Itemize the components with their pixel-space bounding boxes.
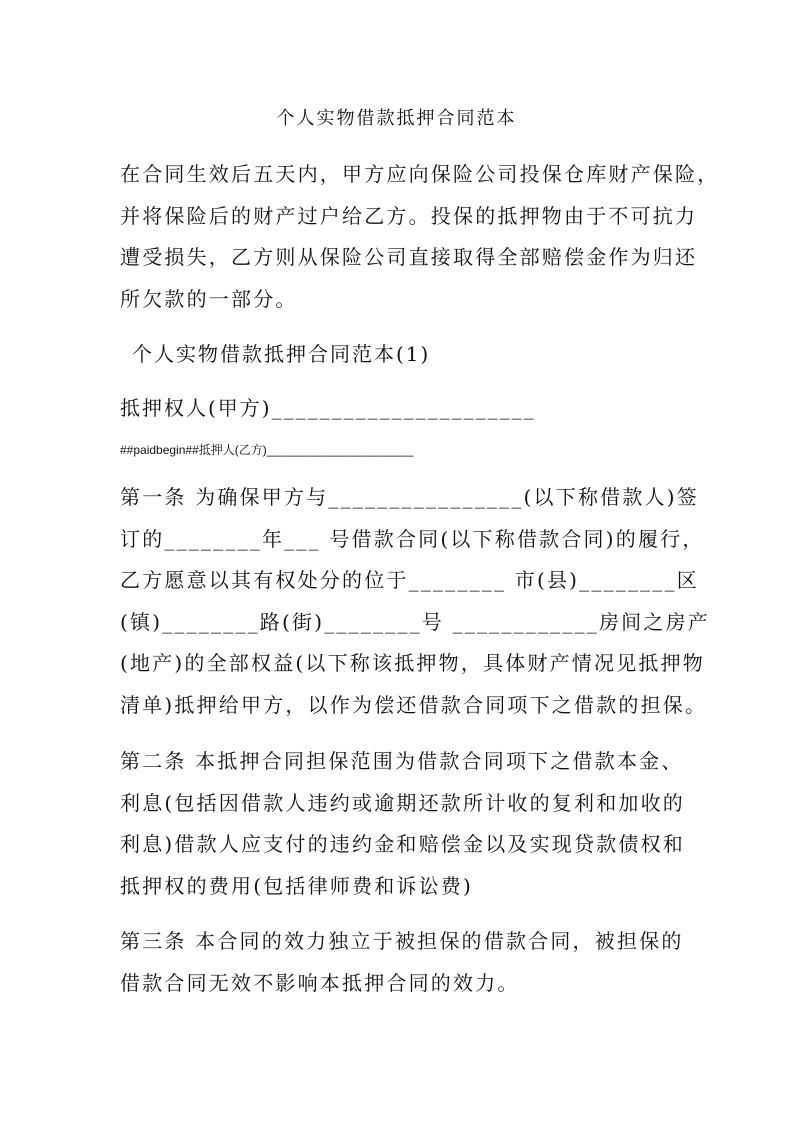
document-title: 个人实物借款抵押合同范本	[276, 108, 517, 129]
intro-line: 并将保险后的财产过户给乙方。投保的抵押物由于不可抗力	[120, 203, 698, 228]
party-a-line: 抵押权人(甲方)______________________	[120, 396, 536, 420]
article-1-line: (地产)的全部权益(以下称该抵押物，具体财产情况见抵押物	[120, 651, 706, 675]
sub-heading: 个人实物借款抵押合同范本(1)	[132, 342, 431, 366]
party-b-line: ##paidbegin##抵押人(乙方)______________________	[120, 443, 414, 457]
article-1	[120, 477, 710, 726]
article-2-line: 利息(包括因借款人违约或逾期还款所计收的复利和加收的	[120, 790, 686, 815]
article-3-line: 借款合同无效不影响本抵押合同的效力。	[120, 970, 520, 995]
article-1-line: 清单)抵押给甲方，以作为偿还借款合同项下之借款的担保。	[120, 692, 708, 717]
article-1-line: (镇)________路(街)________号 ____________房间之房产	[120, 609, 710, 634]
intro-paragraph	[120, 154, 720, 320]
article-2-line: 第二条 本抵押合同担保范围为借款合同项下之借款本金、	[120, 749, 684, 773]
intro-line: 所欠款的一部分。	[120, 286, 298, 311]
article-1-line: 乙方愿意以其有权处分的位于________ 市(县)________区	[120, 568, 699, 592]
article-2-line: 抵押权的费用(包括律师费和诉讼费)	[120, 873, 474, 898]
intro-line: 在合同生效后五天内，甲方应向保险公司投保仓库财产保险，	[120, 162, 720, 186]
article-2-line: 利息)借款人应支付的违约金和赔偿金以及实现贷款债权和	[120, 832, 686, 856]
article-2	[120, 741, 686, 907]
article-3	[120, 921, 684, 1004]
article-3-line: 第三条 本合同的效力独立于被担保的借款合同，被担保的	[120, 929, 684, 953]
article-1-line: 第一条 为确保甲方与________________(以下称借款人)签	[120, 485, 699, 509]
article-1-line: 订的________年___ 号借款合同(以下称借款合同)的履行，	[120, 526, 705, 551]
intro-line: 遭受损失，乙方则从保险公司直接取得全部赔偿金作为归还	[120, 245, 698, 269]
